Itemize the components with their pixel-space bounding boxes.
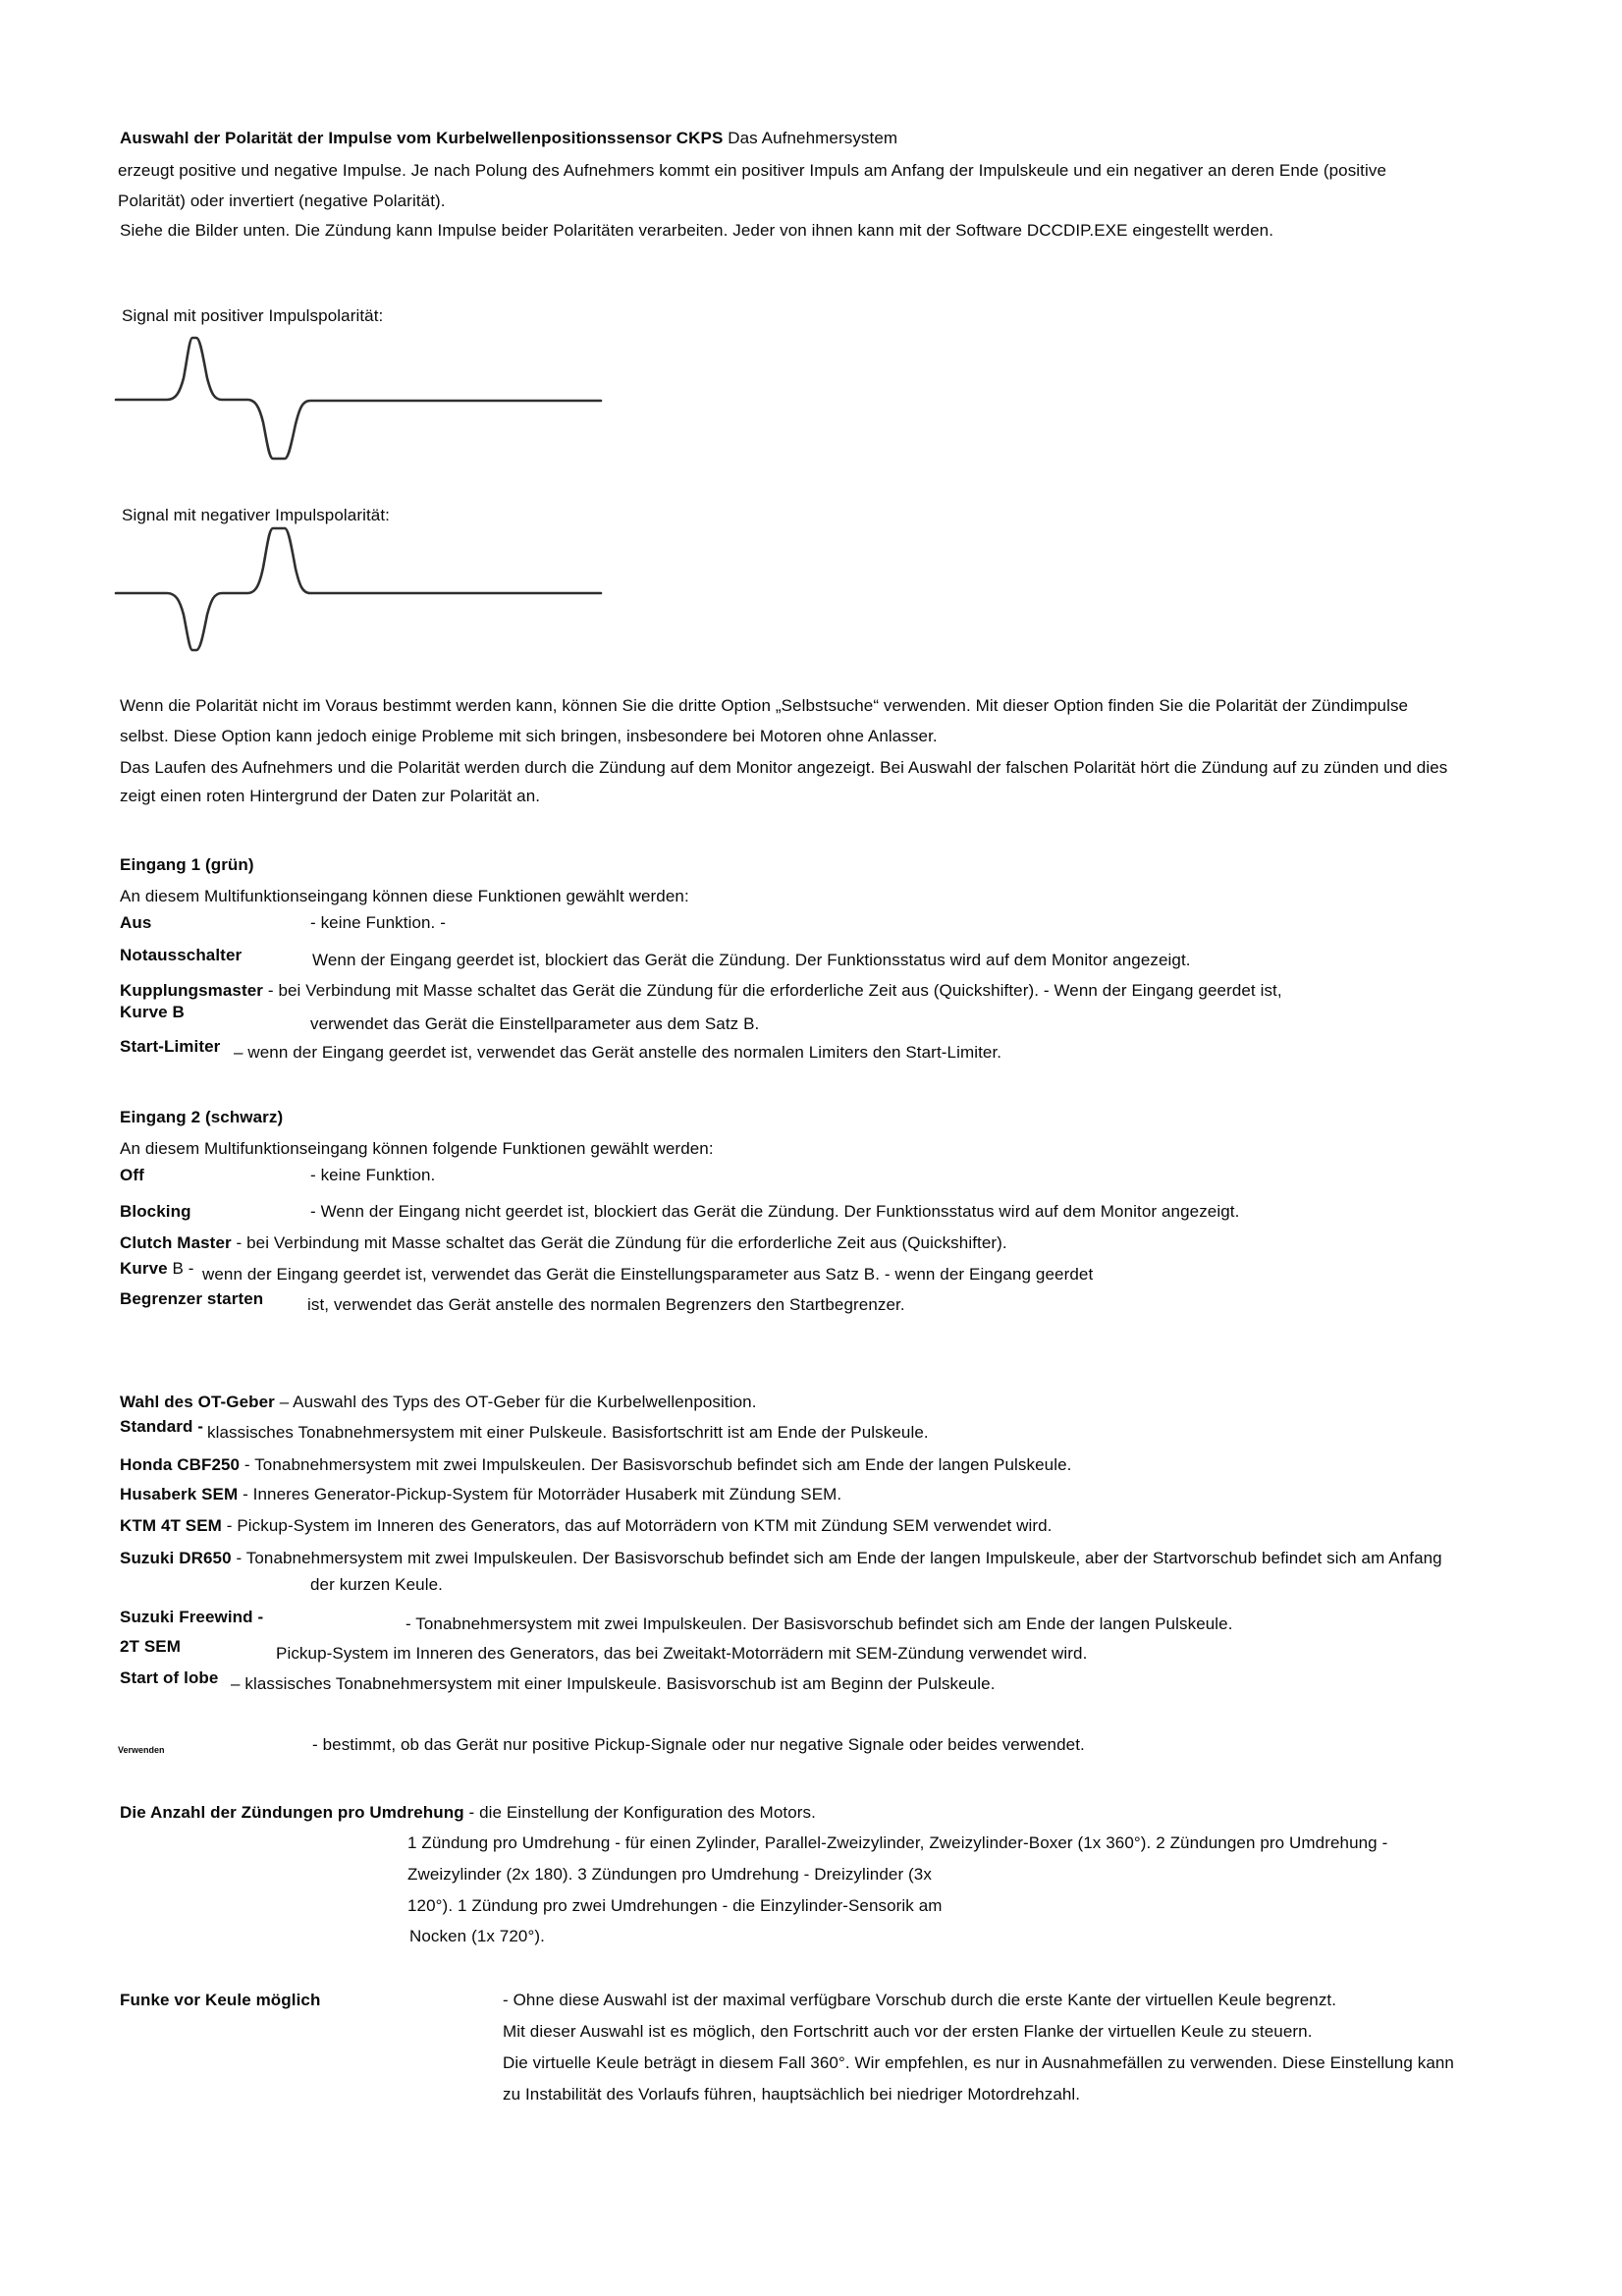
ot-term-honda-cbf250: Honda CBF250	[120, 1455, 241, 1474]
input2-term-clutch-master: Clutch Master	[120, 1233, 232, 1252]
funke-line-4: zu Instabilität des Vorlaufs führen, hauptsächlich bei niedriger Motordrehzahl.	[503, 2085, 1081, 2104]
polarity-note-line-4: zeigt einen roten Hintergrund der Daten zur Polarität an.	[120, 787, 541, 805]
input1-term-start-limiter: Start-Limiter	[120, 1037, 221, 1056]
figure-label-positive: Signal mit positiver Impulspolarität:	[122, 306, 384, 325]
figure-label-negative: Signal mit negativer Impulspolarität:	[122, 506, 390, 524]
input1-term-kupplungsmaster: Kupplungsmaster	[120, 981, 264, 1000]
input2-term-blocking: Blocking	[120, 1202, 191, 1221]
intro-line-3: Polarität) oder invertiert (negative Polarität).	[118, 191, 446, 210]
intro-heading-bold: Auswahl der Polarität der Impulse vom Kurbelwellenpositionssensor CKPS	[120, 129, 724, 147]
ot-term-standard: Standard -	[120, 1417, 204, 1436]
input2-term-kurve-b	[120, 1258, 194, 1279]
ot-term-2t-sem: 2T SEM	[120, 1637, 182, 1656]
input1-row-kupplungsmaster	[120, 980, 1282, 1001]
ignitions-line-2: Zweizylinder (2x 180). 3 Zündungen pro Umdrehung - Dreizylinder (3x	[407, 1865, 932, 1884]
input2-term-kurve-bold: Kurve	[120, 1259, 168, 1278]
ot-desc-honda-cbf250: - Tonabnehmersystem mit zwei Impulskeulen. Der Basisvorschub befindet sich am Ende der langen Pulskeule.	[240, 1455, 1072, 1474]
ignitions-term: Die Anzahl der Zündungen pro Umdrehung	[120, 1803, 464, 1822]
ignitions-heading-row	[120, 1802, 816, 1823]
ot-desc-start-of-lobe: – klassisches Tonabnehmersystem mit einer Impulskeule. Basisvorschub ist am Beginn der Pulskeule.	[231, 1674, 996, 1693]
input2-desc-begrenzer-starten: ist, verwendet das Gerät anstelle des normalen Begrenzers den Startbegrenzer.	[307, 1295, 905, 1314]
polarity-note-line-2: selbst. Diese Option kann jedoch einige Probleme mit sich bringen, insbesondere bei Motoren ohne Anlasser.	[120, 727, 938, 745]
input1-desc-kupplungsmaster: - bei Verbindung mit Masse schaltet das Gerät die Zündung für die erforderliche Zeit aus (Quickshifter). - Wenn der Eingang geerdet ist,	[263, 981, 1282, 1000]
ot-desc-suzuki-freewind: - Tonabnehmersystem mit zwei Impulskeulen. Der Basisvorschub befindet sich am Ende der langen Pulskeule.	[406, 1614, 1233, 1633]
ot-term-suzuki-dr650: Suzuki DR650	[120, 1549, 232, 1567]
input1-desc-kurve-b: verwendet das Gerät die Einstellparameter aus dem Satz B.	[310, 1014, 760, 1033]
ot-term-ktm-4t-sem: KTM 4T SEM	[120, 1516, 222, 1535]
ot-row-ktm-4t-sem	[120, 1515, 1053, 1536]
ignitions-desc: - die Einstellung der Konfiguration des Motors.	[463, 1803, 816, 1822]
ot-heading-desc: – Auswahl des Typs des OT-Geber für die Kurbelwellenposition.	[274, 1393, 757, 1411]
input2-intro: An diesem Multifunktionseingang können folgende Funktionen gewählt werden:	[120, 1139, 714, 1158]
input2-desc-kurve-b: wenn der Eingang geerdet ist, verwendet das Gerät die Einstellungsparameter aus Satz B. - wenn der Eingang geerdet	[202, 1265, 1094, 1284]
ignitions-line-1: 1 Zündung pro Umdrehung - für einen Zylinder, Parallel-Zweizylinder, Zweizylinder-Boxer (1x 360°). 2 Zündungen pro Umdrehung -	[407, 1833, 1388, 1852]
ot-desc-husaberk-sem: - Inneres Generator-Pickup-System für Motorräder Husaberk mit Zündung SEM.	[238, 1485, 842, 1503]
funke-term: Funke vor Keule möglich	[120, 1991, 321, 2009]
ot-desc-standard: klassisches Tonabnehmersystem mit einer Pulskeule. Basisfortschritt ist am Ende der Pulskeule.	[207, 1423, 929, 1442]
funke-line-3: Die virtuelle Keule beträgt in diesem Fall 360°. Wir empfehlen, es nur in Ausnahmefällen zu verwenden. Diese Einstellung kann	[503, 2053, 1454, 2072]
ot-row-husaberk-sem	[120, 1484, 841, 1504]
input1-desc-start-limiter: – wenn der Eingang geerdet ist, verwendet das Gerät anstelle des normalen Limiters den Start-Limiter.	[234, 1043, 1002, 1062]
ot-desc-suzuki-dr650: - Tonabnehmersystem mit zwei Impulskeulen. Der Basisvorschub befindet sich am Ende der langen Impulskeule, aber der Startvorschub befindet sich am Anfang	[231, 1549, 1442, 1567]
input2-desc-off: - keine Funktion.	[310, 1166, 436, 1184]
input2-term-kurve-rest: B -	[167, 1259, 194, 1278]
input2-desc-clutch-master: - bei Verbindung mit Masse schaltet das Gerät die Zündung für die erforderliche Zeit aus (Quickshifter).	[231, 1233, 1007, 1252]
ot-term-start-of-lobe: Start of lobe	[120, 1668, 219, 1687]
input1-intro: An diesem Multifunktionseingang können diese Funktionen gewählt werden:	[120, 887, 689, 905]
input2-row-clutch-master	[120, 1232, 1007, 1253]
ot-term-suzuki-freewind: Suzuki Freewind -	[120, 1608, 264, 1626]
input1-desc-aus: - keine Funktion. -	[310, 913, 446, 932]
ot-desc-suzuki-dr650-line2: der kurzen Keule.	[310, 1575, 443, 1594]
ot-row-honda-cbf250	[120, 1454, 1072, 1475]
input2-term-begrenzer-starten: Begrenzer starten	[120, 1289, 264, 1308]
input1-term-aus: Aus	[120, 913, 152, 932]
verwenden-term: Verwenden	[118, 1745, 165, 1755]
input1-term-notausschalter: Notausschalter	[120, 946, 243, 964]
funke-line-1: - Ohne diese Auswahl ist der maximal verfügbare Vorschub durch die erste Kante der virtuellen Keule begrenzt.	[503, 1991, 1337, 2009]
input1-desc-notausschalter: Wenn der Eingang geerdet ist, blockiert das Gerät die Zündung. Der Funktionsstatus wird auf dem Monitor angezeigt.	[312, 951, 1191, 969]
ot-heading-row	[120, 1392, 757, 1412]
funke-line-2: Mit dieser Auswahl ist es möglich, den Fortschritt auch vor der ersten Flanke der virtuellen Keule zu steuern.	[503, 2022, 1313, 2041]
ot-heading-term: Wahl des OT-Geber	[120, 1393, 275, 1411]
ot-desc-2t-sem: Pickup-System im Inneren des Generators, das bei Zweitakt-Motorrädern mit SEM-Zündung verwendet wird.	[276, 1644, 1088, 1663]
input2-heading: Eingang 2 (schwarz)	[120, 1108, 284, 1126]
intro-heading-line	[120, 128, 897, 148]
ignitions-line-4: Nocken (1x 720°).	[409, 1927, 545, 1945]
intro-line-2: erzeugt positive und negative Impulse. Je nach Polung des Aufnehmers kommt ein positiver Impuls am Anfang der Impulskeule und ein negativer an deren Ende (positive	[118, 161, 1387, 180]
ot-term-husaberk-sem: Husaberk SEM	[120, 1485, 239, 1503]
polarity-note-line-1: Wenn die Polarität nicht im Voraus bestimmt werden kann, können Sie die dritte Option „Selbstsuche“ verwenden. Mit dieser Option finden Sie die Polarität der Zündimpulse	[120, 696, 1409, 715]
input2-desc-blocking: - Wenn der Eingang nicht geerdet ist, blockiert das Gerät die Zündung. Der Funktionsstatus wird auf dem Monitor angezeigt.	[310, 1202, 1240, 1221]
intro-heading-rest: Das Aufnehmersystem	[723, 129, 898, 147]
polarity-note-line-3: Das Laufen des Aufnehmers und die Polarität werden durch die Zündung auf dem Monitor angezeigt. Bei Auswahl der falschen Polarität hört die Zündung auf zu zünden und dies	[120, 758, 1448, 777]
input1-term-kurve-b: Kurve B	[120, 1003, 185, 1021]
verwenden-desc: - bestimmt, ob das Gerät nur positive Pickup-Signale oder nur negative Signale oder beides verwendet.	[312, 1735, 1085, 1754]
negative-polarity-waveform	[114, 525, 605, 659]
positive-polarity-waveform	[114, 332, 605, 465]
input2-term-off: Off	[120, 1166, 144, 1184]
input1-heading: Eingang 1 (grün)	[120, 855, 254, 874]
intro-line-4: Siehe die Bilder unten. Die Zündung kann Impulse beider Polaritäten verarbeiten. Jeder von ihnen kann mit der Software DCCDIP.EXE eingestellt werden.	[120, 221, 1274, 240]
ot-row-suzuki-dr650	[120, 1548, 1442, 1568]
ignitions-line-3: 120°). 1 Zündung pro zwei Umdrehungen - die Einzylinder-Sensorik am	[407, 1896, 943, 1915]
ot-desc-ktm-4t-sem: - Pickup-System im Inneren des Generators, das auf Motorrädern von KTM mit Zündung SEM verwendet wird.	[221, 1516, 1053, 1535]
